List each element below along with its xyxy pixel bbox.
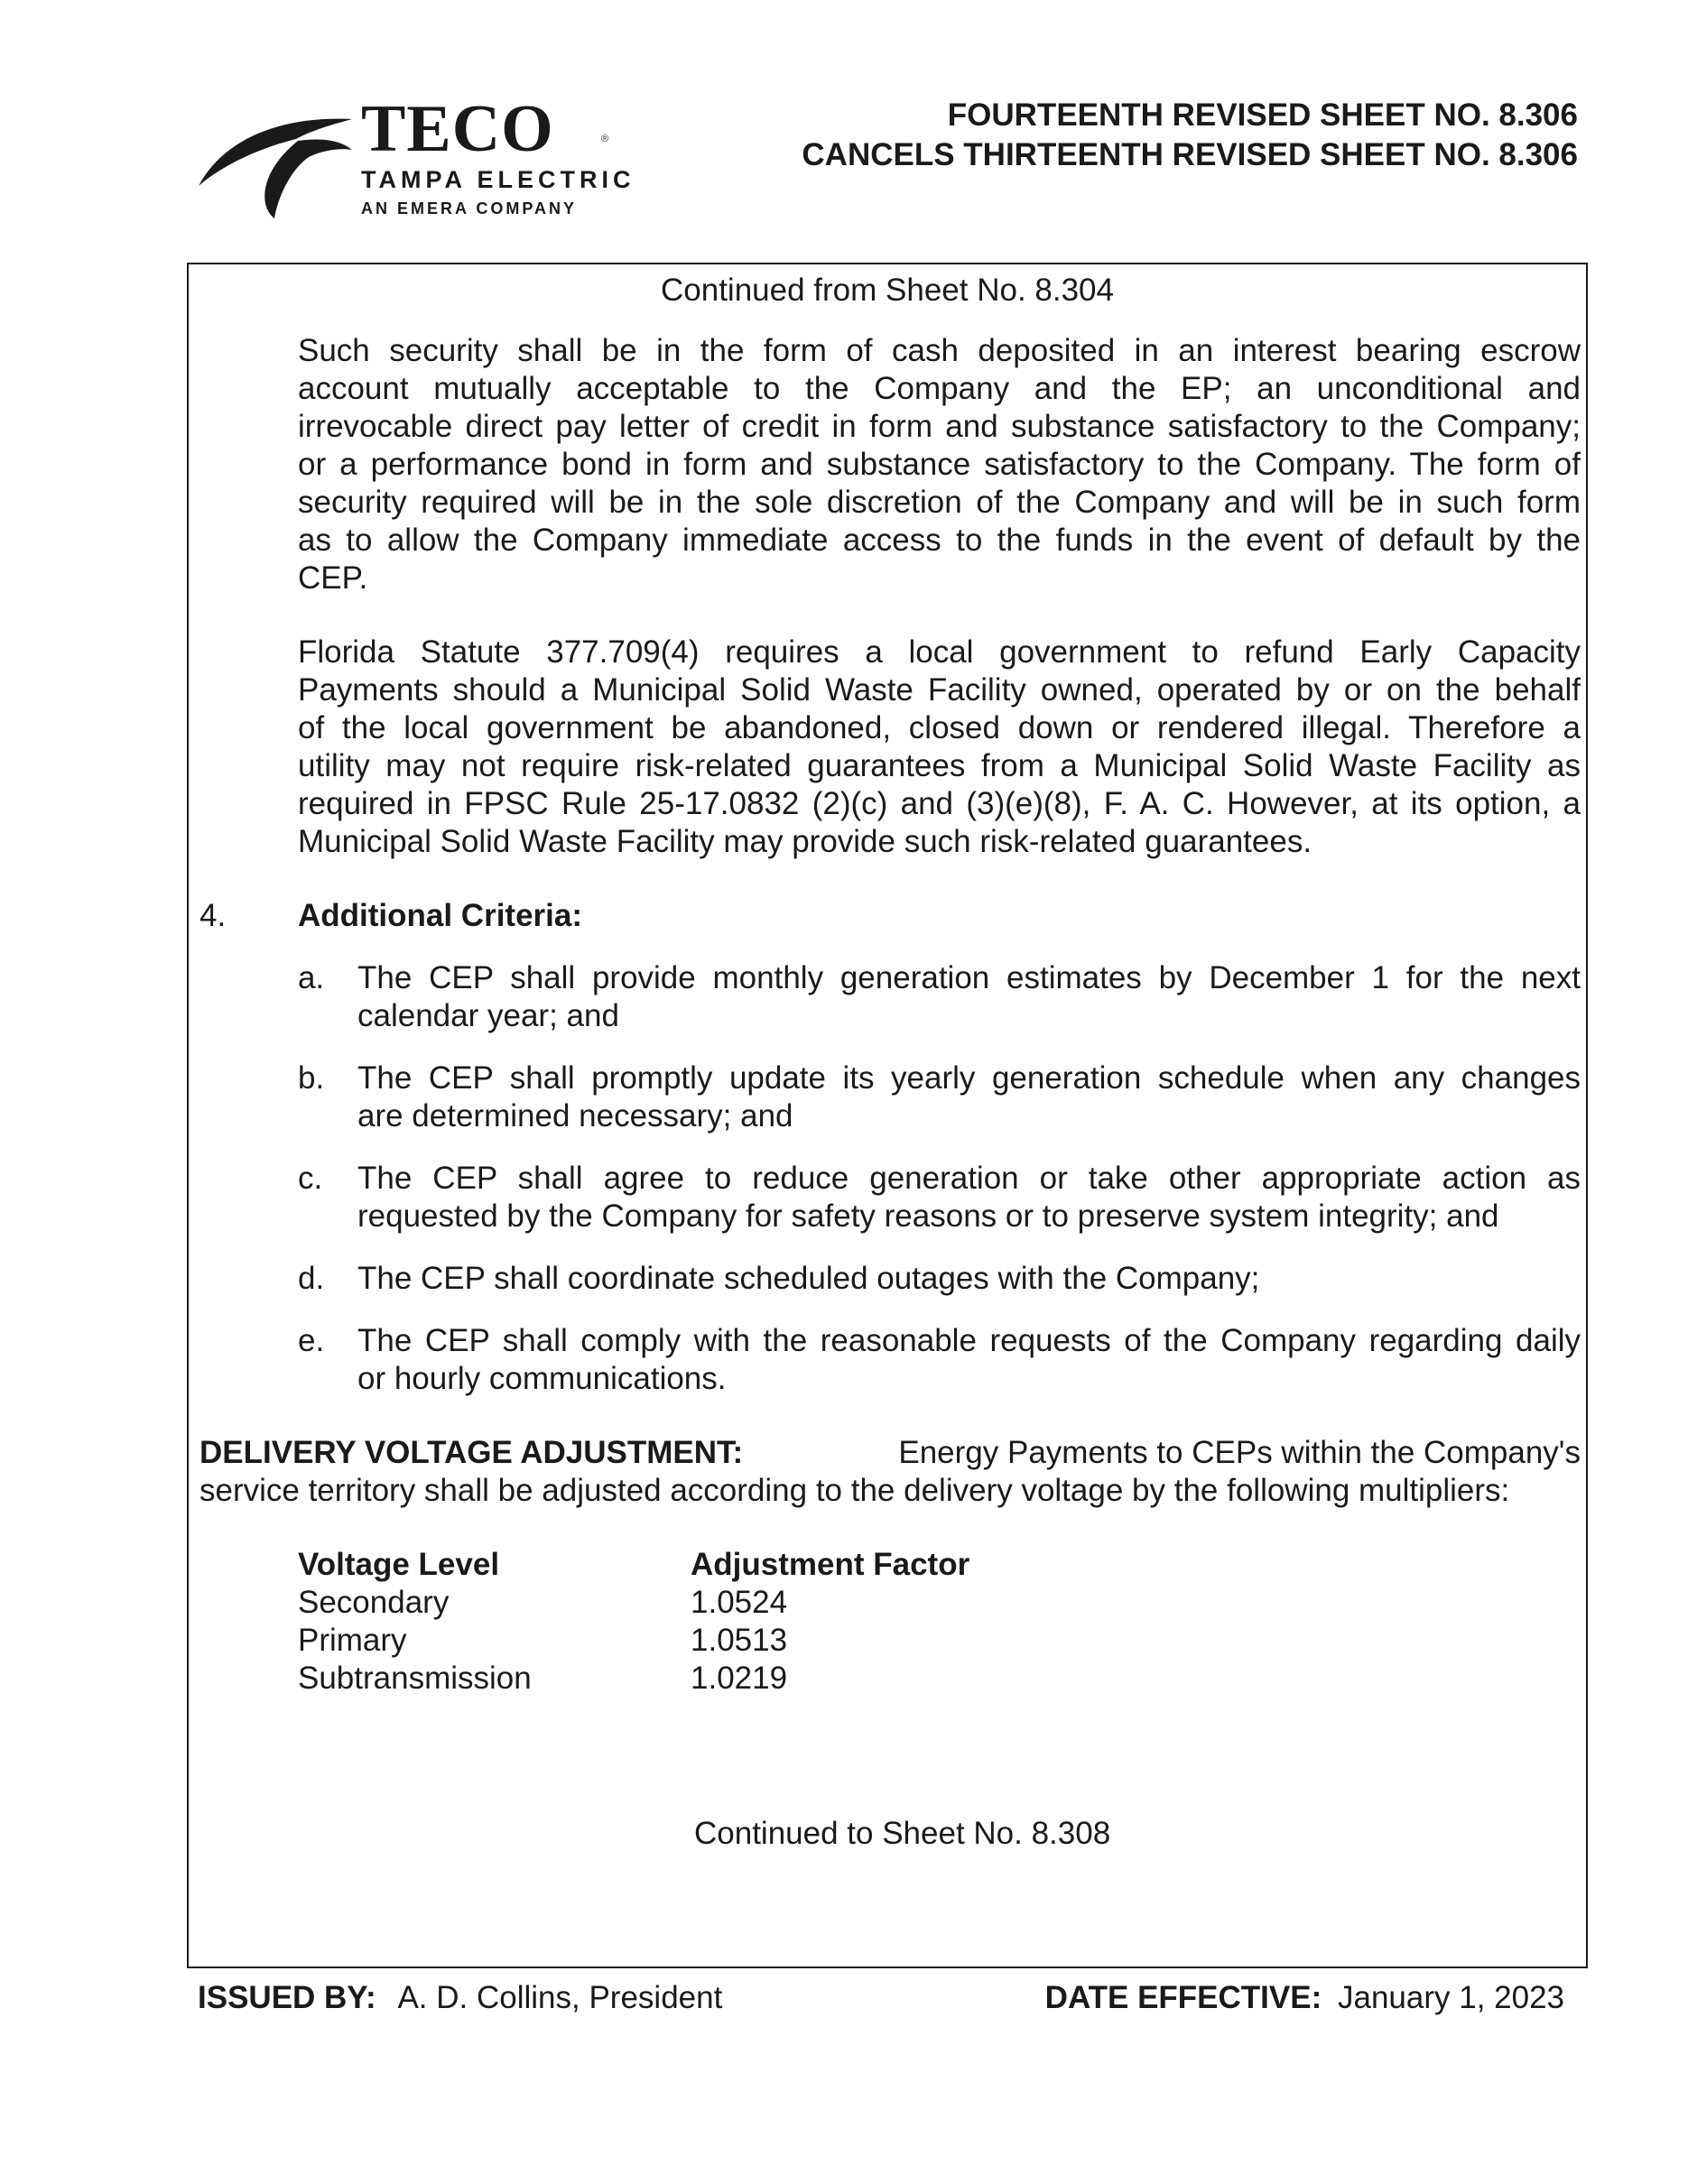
table-cell: 1.0513: [691, 1623, 788, 1658]
item-line: calendar year; and: [357, 998, 619, 1033]
paragraph-line: Such security shall be in the form of cash deposited in an interest bearing escrow: [298, 333, 1581, 368]
paragraph-line: Municipal Solid Waste Facility may provide such risk-related guarantees.: [298, 824, 1312, 859]
item-letter: e.: [298, 1323, 325, 1358]
paragraph-line: irrevocable direct pay letter of credit in form and substance satisfactory to the Company;: [298, 409, 1581, 444]
logo-wordmark: TECO: [361, 92, 554, 166]
paragraph-line: account mutually acceptable to the Company and the EP; an unconditional and: [298, 371, 1581, 406]
table-cell: Secondary: [298, 1585, 450, 1620]
delivery-heading: DELIVERY VOLTAGE ADJUSTMENT:: [199, 1435, 744, 1470]
date-effective: [1045, 1979, 1564, 2017]
date-label: DATE EFFECTIVE:: [1044, 1980, 1322, 2015]
date-value: January 1, 2023: [1337, 1980, 1564, 2015]
table-cell: 1.0524: [691, 1585, 788, 1620]
paragraph-line: required in FPSC Rule 25-17.0832 (2)(c) and (3)(e)(8), F. A. C. However, at its option, a: [298, 786, 1581, 821]
issued-label: ISSUED BY:: [198, 1980, 376, 2015]
delivery-line-1: [199, 1434, 1581, 1472]
delivery-line-2: service territory shall be adjusted according to the delivery voltage by the following multipliers:: [199, 1473, 1510, 1508]
item-letter: d.: [298, 1261, 325, 1296]
item-line: The CEP shall coordinate scheduled outages with the Company;: [357, 1261, 1260, 1296]
section-number: 4.: [199, 898, 227, 933]
item-letter: b.: [298, 1060, 325, 1096]
teco-logo: [197, 92, 666, 219]
paragraph-line: of the local government be abandoned, closed down or rendered illegal. Therefore a: [298, 710, 1581, 745]
table-cell: Subtransmission: [298, 1661, 532, 1696]
paragraph-line: or a performance bond in form and substance satisfactory to the Company. The form of: [298, 447, 1581, 482]
item-line: are determined necessary; and: [357, 1098, 793, 1134]
item-letter: c.: [298, 1161, 323, 1196]
paragraph-line: security required will be in the sole discretion of the Company and will be in such form: [298, 485, 1581, 520]
item-line: or hourly communications.: [357, 1361, 727, 1396]
item-line: The CEP shall agree to reduce generation or take other appropriate action as: [357, 1161, 1581, 1196]
delivery-text: Energy Payments to CEPs within the Company's: [898, 1435, 1581, 1470]
item-line: The CEP shall comply with the reasonable requests of the Company regarding daily: [357, 1323, 1581, 1358]
continued-to: Continued to Sheet No. 8.308: [694, 1816, 1111, 1851]
item-letter: a.: [298, 960, 325, 995]
table-header: Adjustment Factor: [691, 1547, 970, 1582]
paragraph-line: CEP.: [298, 560, 368, 596]
item-line: The CEP shall provide monthly generation estimates by December 1 for the next: [357, 960, 1581, 995]
item-line: requested by the Company for safety reasons or to preserve system integrity; and: [357, 1198, 1499, 1234]
paragraph-line: Payments should a Municipal Solid Waste Facility owned, operated by or on the behalf: [298, 672, 1581, 708]
logo-tagline: AN EMERA COMPANY: [361, 199, 578, 217]
continued-from: Continued from Sheet No. 8.304: [661, 273, 1114, 308]
paragraph-line: utility may not require risk-related guarantees from a Municipal Solid Waste Facility as: [298, 748, 1581, 783]
section-heading: Additional Criteria:: [298, 898, 583, 933]
paragraph-line: as to allow the Company immediate access to the funds in the event of default by the: [298, 523, 1581, 558]
table-header: Voltage Level: [298, 1547, 500, 1582]
swoosh-icon: [197, 97, 355, 219]
issued-by: [198, 1979, 722, 2017]
registered-mark: ®: [601, 134, 609, 144]
cancels-sheet: CANCELS THIRTEENTH REVISED SHEET NO. 8.306: [802, 137, 1578, 172]
table-cell: 1.0219: [691, 1661, 788, 1696]
logo-subtitle: TAMPA ELECTRIC: [361, 166, 635, 193]
issued-value: A. D. Collins, President: [397, 1980, 723, 2015]
item-line: The CEP shall promptly update its yearly generation schedule when any changes: [357, 1060, 1581, 1096]
paragraph-line: Florida Statute 377.709(4) requires a local government to refund Early Capacity: [298, 634, 1581, 670]
table-cell: Primary: [298, 1623, 407, 1658]
sheet-number: FOURTEENTH REVISED SHEET NO. 8.306: [947, 97, 1578, 133]
content-frame: [187, 263, 1588, 1968]
